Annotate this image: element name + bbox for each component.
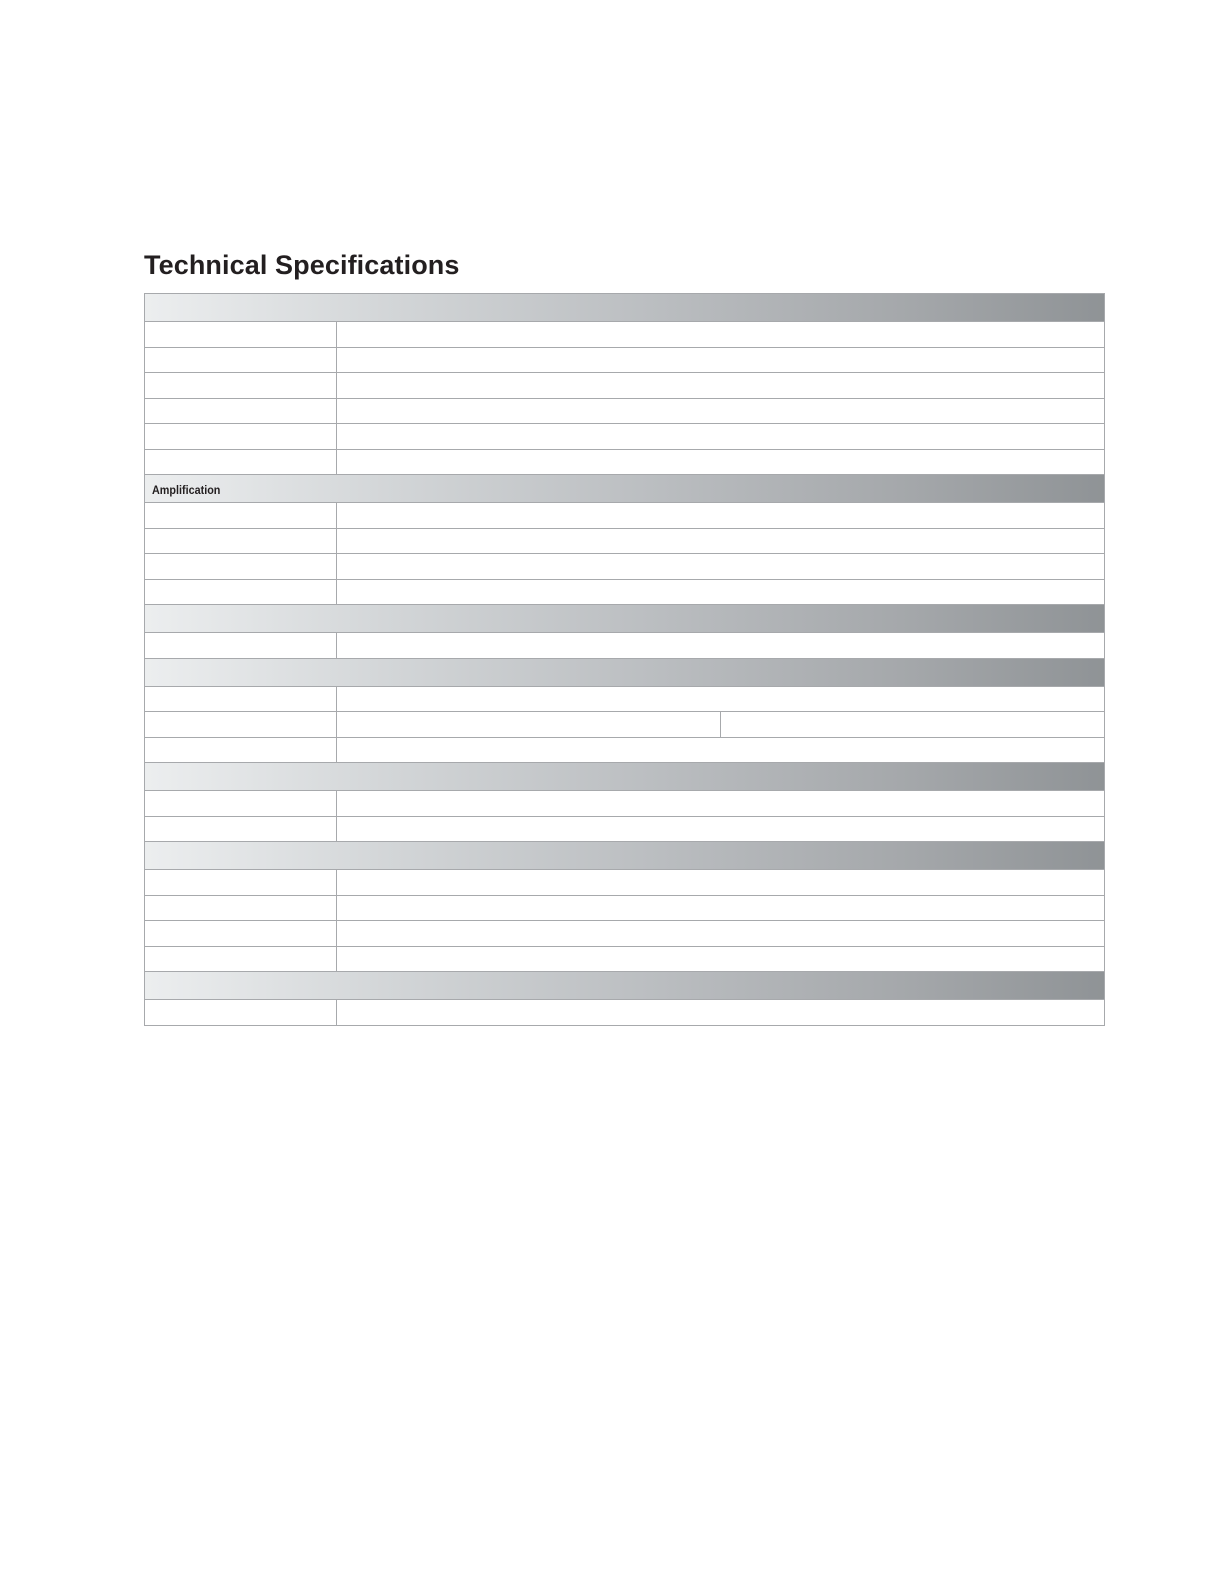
section-header <box>145 763 1104 791</box>
spec-label-cell <box>145 870 337 895</box>
spec-label-cell <box>145 791 337 816</box>
spec-row <box>145 399 1104 425</box>
spec-value-cell <box>337 580 1104 605</box>
spec-row <box>145 450 1104 476</box>
spec-row <box>145 687 1104 713</box>
spec-value-cell <box>337 712 721 737</box>
spec-row <box>145 322 1104 348</box>
spec-row <box>145 896 1104 922</box>
spec-value-cell <box>337 529 1104 554</box>
spec-row <box>145 817 1104 843</box>
spec-value-cell <box>337 1000 1104 1025</box>
spec-value-cell <box>337 450 1104 475</box>
spec-label-cell <box>145 738 337 763</box>
spec-value-cell <box>337 921 1104 946</box>
spec-label-cell <box>145 633 337 658</box>
spec-row <box>145 738 1104 764</box>
spec-label-cell <box>145 687 337 712</box>
spec-label-cell <box>145 503 337 528</box>
page-title: Technical Specifications <box>144 250 460 280</box>
spec-label-cell <box>145 712 337 737</box>
spec-value-cell <box>337 554 1104 579</box>
spec-label-cell <box>145 322 337 347</box>
section-header <box>145 294 1104 322</box>
spec-value-cell <box>337 791 1104 816</box>
spec-value-cell <box>337 687 1104 712</box>
spec-row <box>145 791 1104 817</box>
spec-row <box>145 529 1104 555</box>
section-header <box>145 842 1104 870</box>
spec-row <box>145 947 1104 973</box>
spec-label-cell <box>145 817 337 842</box>
spec-value-cell <box>337 399 1104 424</box>
spec-label-cell <box>145 399 337 424</box>
spec-table <box>144 293 1105 1026</box>
spec-label-cell <box>145 921 337 946</box>
spec-value-cell <box>337 870 1104 895</box>
spec-value-cell <box>337 322 1104 347</box>
spec-row <box>145 373 1104 399</box>
spec-label-cell <box>145 529 337 554</box>
spec-row <box>145 712 1104 738</box>
spec-value-cell <box>337 348 1104 373</box>
spec-value-cell <box>337 817 1104 842</box>
spec-row <box>145 870 1104 896</box>
spec-value-cell <box>337 738 1104 763</box>
spec-label-cell <box>145 580 337 605</box>
section-header <box>145 605 1104 633</box>
section-header <box>145 475 1104 503</box>
section-label: Amplification <box>152 483 221 497</box>
spec-row <box>145 424 1104 450</box>
spec-label-cell <box>145 1000 337 1025</box>
spec-value-cell <box>721 712 1104 737</box>
spec-row <box>145 921 1104 947</box>
spec-label-cell <box>145 373 337 398</box>
spec-row <box>145 503 1104 529</box>
spec-label-cell <box>145 424 337 449</box>
spec-value-cell <box>337 503 1104 528</box>
spec-value-cell <box>337 947 1104 972</box>
spec-value-cell <box>337 424 1104 449</box>
spec-row <box>145 554 1104 580</box>
spec-row <box>145 633 1104 659</box>
section-header <box>145 972 1104 1000</box>
section-header <box>145 659 1104 687</box>
spec-label-cell <box>145 450 337 475</box>
spec-label-cell <box>145 348 337 373</box>
spec-value-cell <box>337 373 1104 398</box>
spec-value-cell <box>337 633 1104 658</box>
spec-row <box>145 580 1104 606</box>
spec-value-cell <box>337 896 1104 921</box>
spec-row <box>145 1000 1104 1026</box>
spec-label-cell <box>145 554 337 579</box>
spec-label-cell <box>145 896 337 921</box>
spec-label-cell <box>145 947 337 972</box>
spec-row <box>145 348 1104 374</box>
